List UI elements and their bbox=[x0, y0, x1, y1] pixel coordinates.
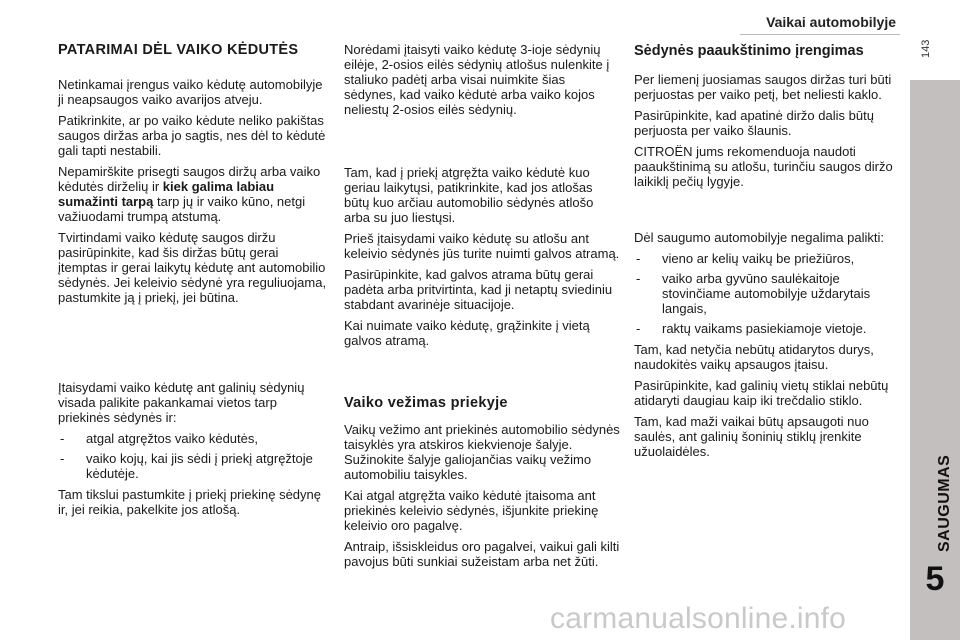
column-left-lower bbox=[58, 380, 330, 523]
paragraph: Pasirūpinkite, kad apatinė diržo dalis būtų perjuosta per vaiko šlaunis. bbox=[634, 108, 874, 138]
paragraph: Pasirūpinkite, kad galvos atrama būtų gerai padėta arba pritvirtinta, kad ji netaptų sviediniu stabdant avarinėje situacijoje. bbox=[344, 267, 613, 312]
paragraph: CITROËN jums rekomenduoja naudoti paaukštinimą su atlošu, turinčiu saugos diržo laikiklį pečių lygyje. bbox=[634, 144, 893, 189]
list-item: - raktų vaikams pasiekiamoje vietoje. bbox=[634, 321, 904, 336]
paragraph: Norėdami įtaisyti vaiko kėdutę 3-ioje sėdynių eilėje, 2-osios eilės sėdynių atlošus nulenkite į staliuko padėtį arba visai nuimkite šias sėdynes, kad vaiko kėdutė arba vaiko kojos neliestų 2-osios eilės sėdynių. bbox=[344, 42, 610, 117]
paragraph: Dėl saugumo automobilyje negalima palikti: bbox=[634, 230, 885, 245]
paragraph: Pasirūpinkite, kad galinių vietų stiklai nebūtų atidaryti daugiau kaip iki trečdalio stiklo. bbox=[634, 378, 889, 408]
section-heading-front-seat: Vaiko vežimas priekyje bbox=[344, 395, 508, 411]
paragraph: Tam, kad maži vaikai būtų apsaugoti nuo saulės, ant galinių šoninių stiklų įrenkite užuolaidėles. bbox=[634, 414, 869, 459]
section-heading-booster-seat: Sėdynės paaukštinimo įrengimas bbox=[634, 43, 864, 59]
paragraph: Tam, kad netyčia nebūtų atidarytos durys, naudokitės vaikų apsaugos įtaisu. bbox=[634, 342, 874, 372]
chapter-number: 5 bbox=[925, 560, 945, 598]
emphasis-text: kiek galima labiau sumažinti tarpą bbox=[58, 179, 275, 209]
paragraph-text: Nepamirškite prisegti saugos diržų arba vaiko kėdutės dirželių ir bbox=[58, 164, 321, 194]
paragraph: Antraip, išsiskleidus oro pagalvei, vaikui gali kilti pavojus būti sunkiai sužeistam arba net žūti. bbox=[344, 539, 620, 569]
paragraph: Kai nuimate vaiko kėdutę, grąžinkite į vietą galvos atramą. bbox=[344, 318, 590, 348]
column-middle-block3 bbox=[344, 395, 620, 575]
column-middle-block2 bbox=[344, 165, 620, 354]
paragraph: Netinkamai įrengus vaiko kėdutę automobilyje ji neapsaugos vaiko avarijos atveju. bbox=[58, 77, 323, 107]
paragraph: Patikrinkite, ar po vaiko kėdute neliko pakištas saugos diržas arba jo sagtis, nes dėl to kėdutė gali tapti nestabili. bbox=[58, 113, 326, 158]
paragraph: Per liemenį juosiamas saugos diržas turi būti perjuostas per vaiko petį, bet neliesti kaklo. bbox=[634, 72, 892, 102]
never-leave-list bbox=[634, 251, 904, 336]
column-middle bbox=[344, 42, 620, 123]
section-heading-child-seat-tips: PATARIMAI DĖL VAIKO KĖDUTĖS bbox=[58, 42, 299, 58]
paragraph: Įtaisydami vaiko kėdutę ant galinių sėdynių visada palikite pakankamai vietos tarp priekinės sėdynės ir: bbox=[58, 380, 305, 425]
list-item: - vieno ar kelių vaikų be priežiūros, bbox=[634, 251, 904, 266]
clearance-list bbox=[58, 431, 330, 481]
paragraph: Prieš įtaisydami vaiko kėdutę su atlošu ant keleivio sėdynės jūs turite nuimti galvos atramą. bbox=[344, 231, 620, 261]
column-left bbox=[58, 42, 330, 311]
chapter-tab-label: SAUGUMAS bbox=[936, 454, 953, 552]
chapter-side-tab bbox=[910, 80, 960, 640]
list-item: - vaiko arba gyvūno saulėkaitoje stovinčiame automobilyje uždarytais langais, bbox=[634, 271, 904, 316]
page-number: 143 bbox=[920, 39, 932, 58]
list-item: - vaiko kojų, kai jis sėdi į priekį atgręžtoje kėdutėje. bbox=[58, 451, 330, 481]
paragraph bbox=[58, 164, 330, 224]
list-item: - atgal atgręžtos vaiko kėdutės, bbox=[58, 431, 330, 446]
paragraph-text: tarp jų ir vaiko kūno, netgi važiuodami trumpą atstumą. bbox=[58, 194, 306, 224]
column-right bbox=[634, 43, 904, 195]
column-right-lower bbox=[634, 230, 904, 465]
paragraph: Tam tikslui pastumkite į priekį priekinę sėdynę ir, jei reikia, pakelkite jos atlošą. bbox=[58, 487, 321, 517]
paragraph: Tvirtindami vaiko kėdutę saugos diržu pasirūpinkite, kad šis diržas būtų gerai įtemptas ir gerai laikytų kėdutę ant automobilio sėdynės. Jei keleivio sėdynė yra reguliuojama, pastumkite ją į priekį, jei būtina. bbox=[58, 230, 327, 305]
header-divider bbox=[740, 34, 900, 35]
paragraph: Tam, kad į priekį atgręžta vaiko kėdutė kuo geriau laikytųsi, patikrinkite, kad jos atlošas būtų kuo arčiau automobilio sėdynės atlošo arba su juo liestųsi. bbox=[344, 165, 594, 225]
paragraph: Kai atgal atgręžta vaiko kėdutė įtaisoma ant priekinės keleivio sėdynės, išjunkite priekinę keleivio oro pagalvę. bbox=[344, 488, 599, 533]
watermark-text: carmanualsonline.info bbox=[550, 602, 847, 635]
paragraph: Vaikų vežimo ant priekinės automobilio sėdynės taisyklės yra atskiros kiekvienoje šalyje. Sužinokite šalyje galiojančias vaikų vežimo automobiliu taisykles. bbox=[344, 422, 620, 482]
section-title: Vaikai automobilyje bbox=[766, 14, 896, 30]
